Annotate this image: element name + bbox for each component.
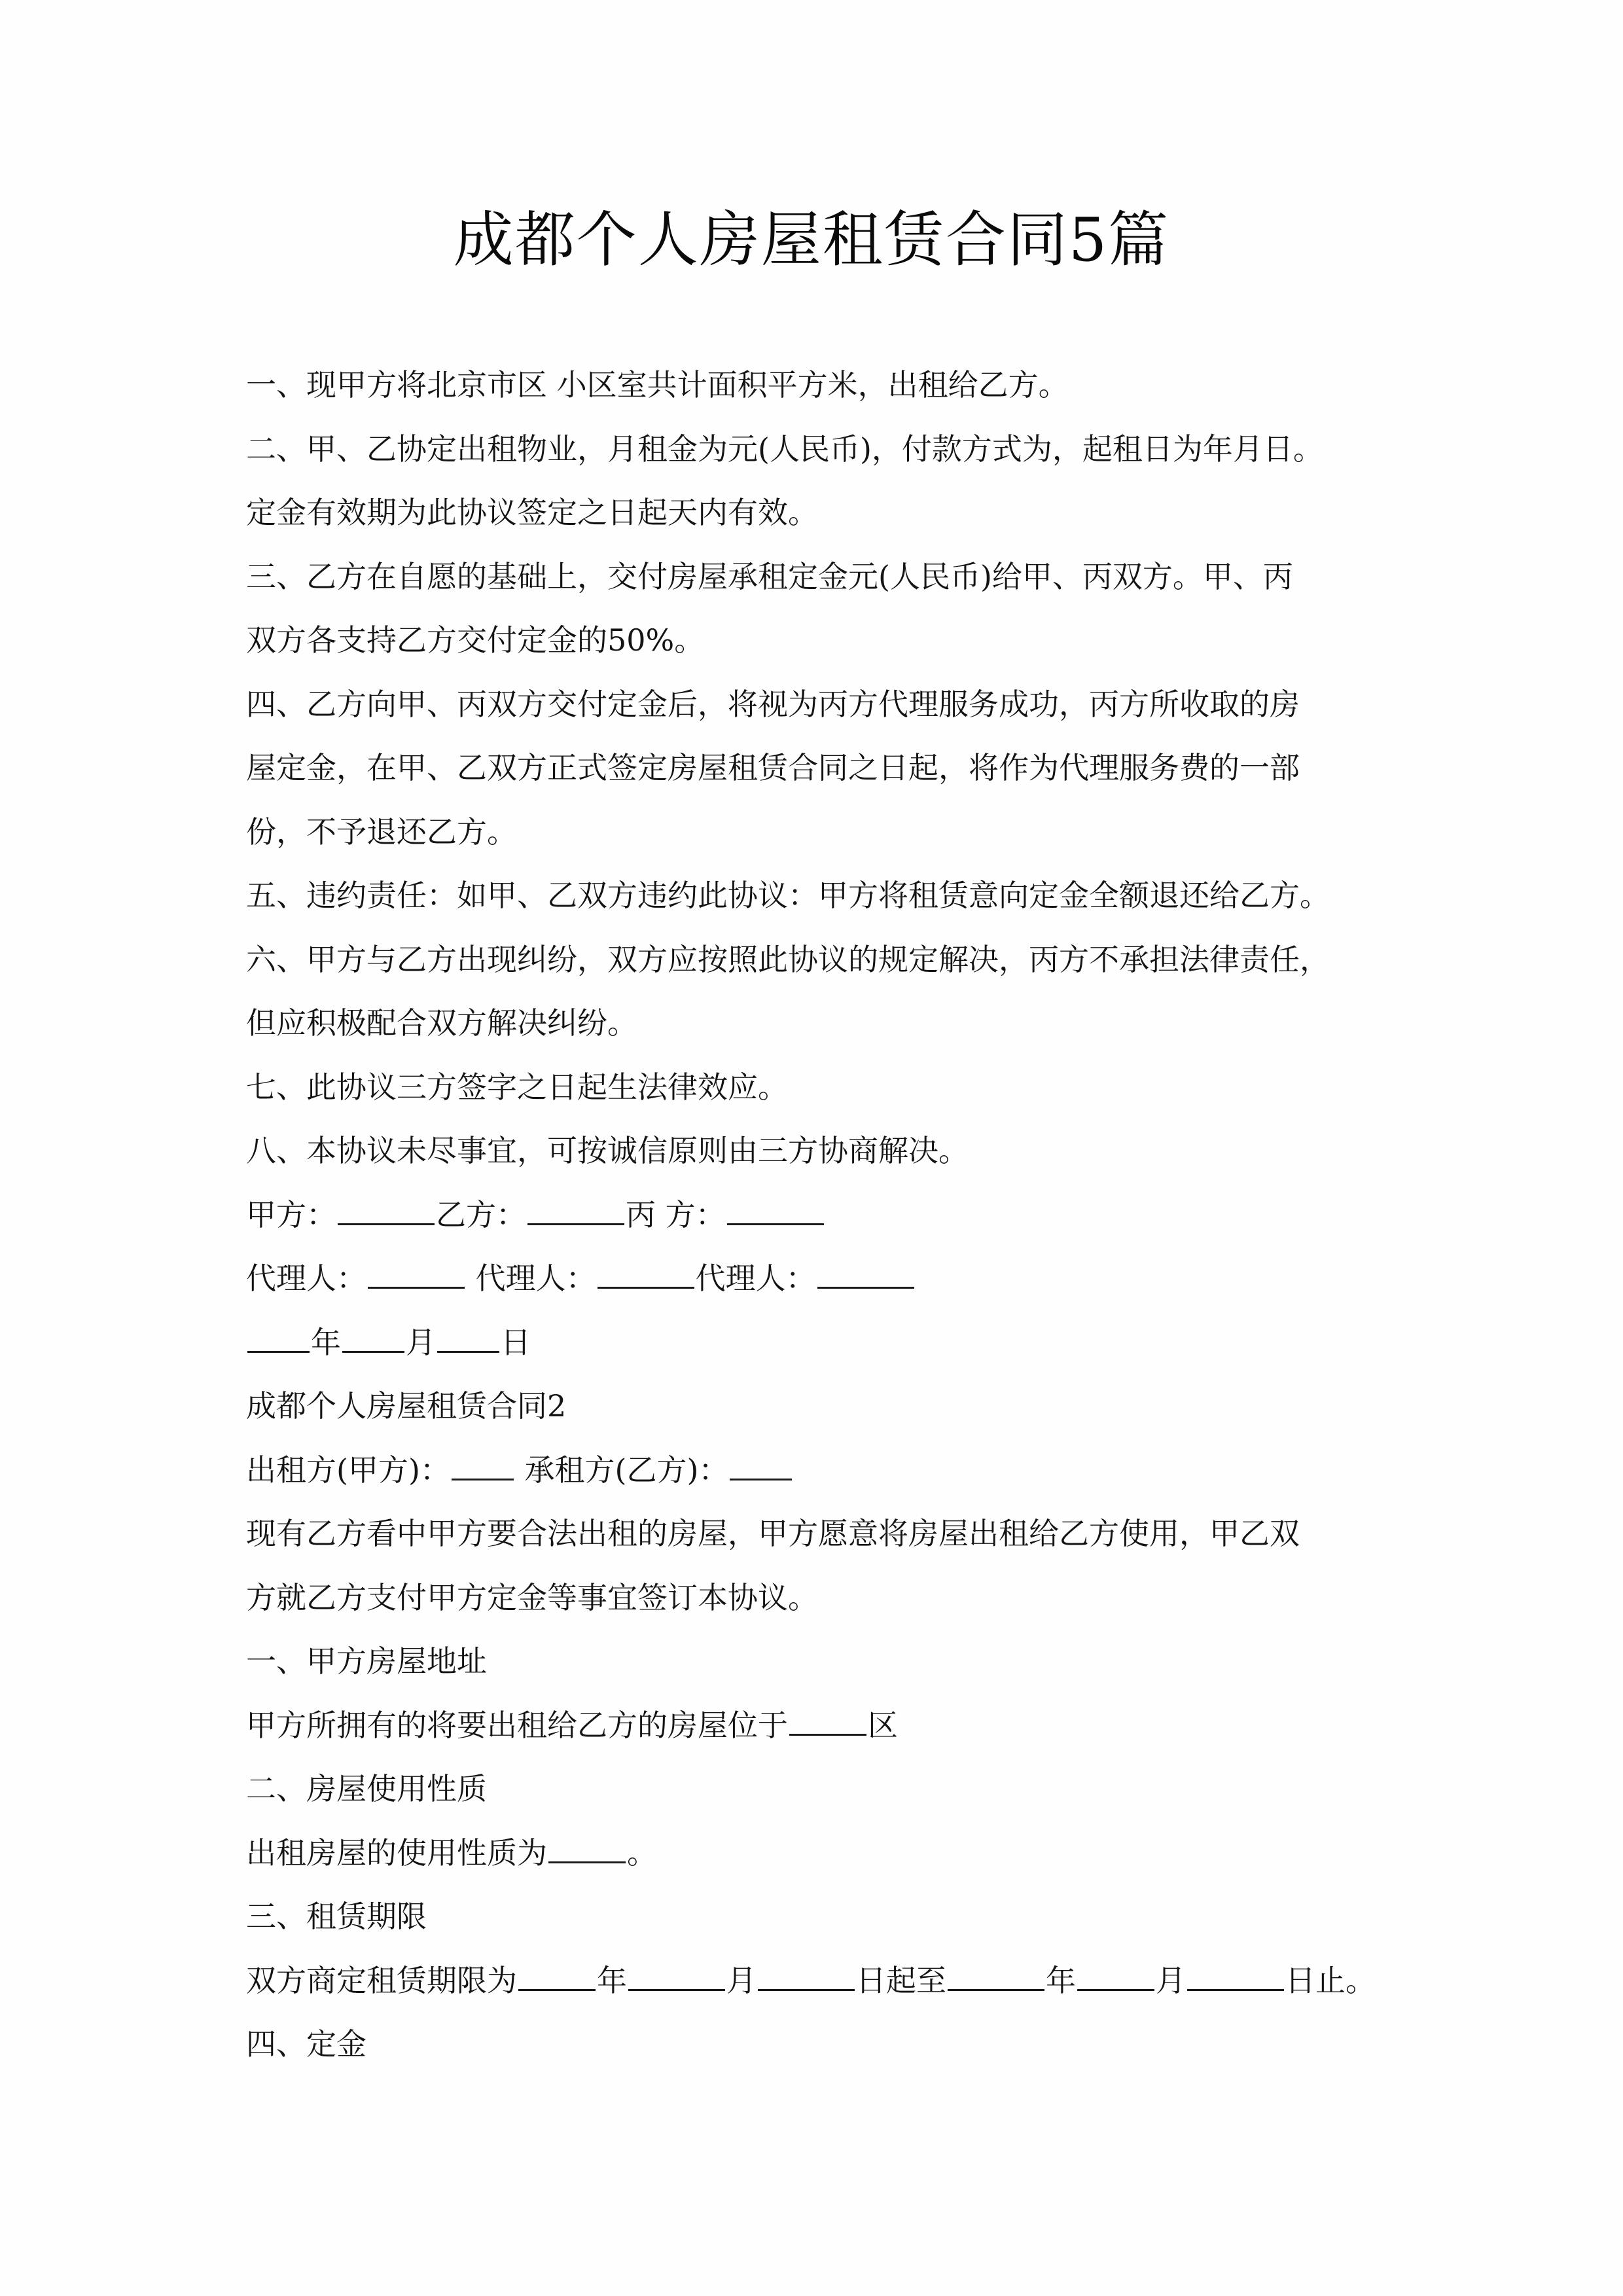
section-2-text: [246, 1821, 1385, 1886]
section-3-text-prefix: 双方商定租赁期限为: [246, 1962, 517, 1998]
date-line: [246, 1311, 1385, 1375]
year-blank: [247, 1325, 310, 1353]
clause-2-line-2: 定金有效期为此协议签定之日起天内有效。: [246, 495, 818, 530]
clause-5: 五、违约责任：如甲、乙双方违约此协议：甲方将租赁意向定金全额退还给乙方。: [246, 878, 1330, 913]
usage-blank: [548, 1835, 626, 1863]
section-1-heading: 一、甲方房屋地址: [246, 1643, 487, 1679]
section-1-text-prefix: 甲方所拥有的将要出租给乙方的房屋位于: [246, 1707, 788, 1743]
end-year-blank: [948, 1963, 1044, 1991]
contract-2-heading: 成都个人房屋租赁合同2: [246, 1388, 567, 1424]
lessee-label: 承租方(乙方)：: [514, 1452, 729, 1488]
start-year-label: 年: [597, 1962, 627, 1998]
end-day-blank: [1187, 1963, 1284, 1991]
section-4-heading: 四、定金: [246, 2026, 366, 2062]
section-2-text-suffix: 。: [627, 1835, 657, 1871]
lessee-blank: [730, 1452, 792, 1480]
lessor-lessee-line: [246, 1439, 1385, 1503]
party-a-blank: [338, 1197, 435, 1225]
party-c-blank: [727, 1197, 824, 1225]
clause-6-line-1: 六、甲方与乙方出现纠纷，双方应按照此协议的规定解决，丙方不承担法律责任，: [246, 941, 1330, 977]
agent-signature-line: [246, 1247, 1385, 1311]
section-2-text-prefix: 出租房屋的使用性质为: [246, 1835, 547, 1871]
party-b-label: 乙方：: [436, 1196, 526, 1232]
year-label: 年: [311, 1324, 341, 1360]
lessor-label: 出租方(甲方)：: [246, 1452, 450, 1488]
clause-4-line-2: 屋定金，在甲、乙双方正式签定房屋租赁合同之日起，将作为代理服务费的一部: [246, 750, 1300, 785]
agent-3-blank: [817, 1261, 914, 1289]
agent-1-blank: [368, 1261, 465, 1289]
clause-3-line-1: 三、乙方在自愿的基础上，交付房屋承租定金元(人民币)给甲、丙双方。甲、丙: [246, 558, 1293, 594]
day-blank: [437, 1325, 499, 1353]
end-month-label: 月: [1156, 1962, 1186, 1998]
start-day-label: 日起至: [856, 1962, 946, 1998]
day-label: 日: [501, 1324, 531, 1360]
end-month-blank: [1077, 1963, 1154, 1991]
end-year-label: 年: [1046, 1962, 1076, 1998]
party-b-blank: [527, 1197, 624, 1225]
clause-7: 七、此协议三方签字之日起生法律效应。: [246, 1069, 788, 1105]
clause-2-line-1: 二、甲、乙协定出租物业，月租金为元(人民币)，付款方式为，起租日为年月日。: [246, 431, 1323, 467]
month-label: 月: [406, 1324, 436, 1360]
clause-4-line-1: 四、乙方向甲、丙双方交付定金后，将视为丙方代理服务成功，丙方所收取的房: [246, 686, 1300, 722]
end-day-label: 日止。: [1285, 1962, 1376, 1998]
start-month-label: 月: [726, 1962, 757, 1998]
clause-3-line-2: 双方各支持乙方交付定金的50%。: [246, 622, 705, 658]
document-title: 成都个人房屋租赁合同5篇: [453, 205, 1170, 275]
section-3-text: [246, 1949, 1385, 2013]
start-year-blank: [518, 1963, 596, 1991]
party-a-label: 甲方：: [246, 1196, 336, 1232]
section-2-heading: 二、房屋使用性质: [246, 1771, 487, 1806]
clause-8: 八、本协议未尽事宜，可按诚信原则由三方协商解决。: [246, 1133, 969, 1168]
party-signature-line: [246, 1183, 1385, 1247]
section-1-text-suffix: 区: [868, 1707, 898, 1743]
agent-2-blank: [597, 1261, 694, 1289]
agent-label-2: 代理人：: [466, 1261, 596, 1296]
district-blank: [789, 1708, 866, 1736]
section-3-heading: 三、租赁期限: [246, 1899, 427, 1934]
clause-1: 一、现甲方将北京市区 小区室共计面积平方米，出租给乙方。: [246, 367, 1069, 403]
clause-4-line-3: 份，不予退还乙方。: [246, 814, 517, 850]
agent-label-3: 代理人：: [695, 1261, 816, 1296]
intro-line-1: 现有乙方看中甲方要合法出租的房屋，甲方愿意将房屋出租给乙方使用，甲乙双: [246, 1516, 1300, 1551]
start-month-blank: [628, 1963, 725, 1991]
document-body: [246, 353, 1385, 2077]
intro-line-2: 方就乙方支付甲方定金等事宜签订本协议。: [246, 1579, 818, 1615]
clause-6-line-2: 但应积极配合双方解决纠纷。: [246, 1005, 637, 1041]
section-1-text: [246, 1694, 1385, 1758]
lessor-blank: [452, 1452, 514, 1480]
agent-label-1: 代理人：: [246, 1261, 366, 1296]
month-blank: [342, 1325, 404, 1353]
party-c-label: 丙 方：: [626, 1196, 726, 1232]
start-day-blank: [758, 1963, 855, 1991]
